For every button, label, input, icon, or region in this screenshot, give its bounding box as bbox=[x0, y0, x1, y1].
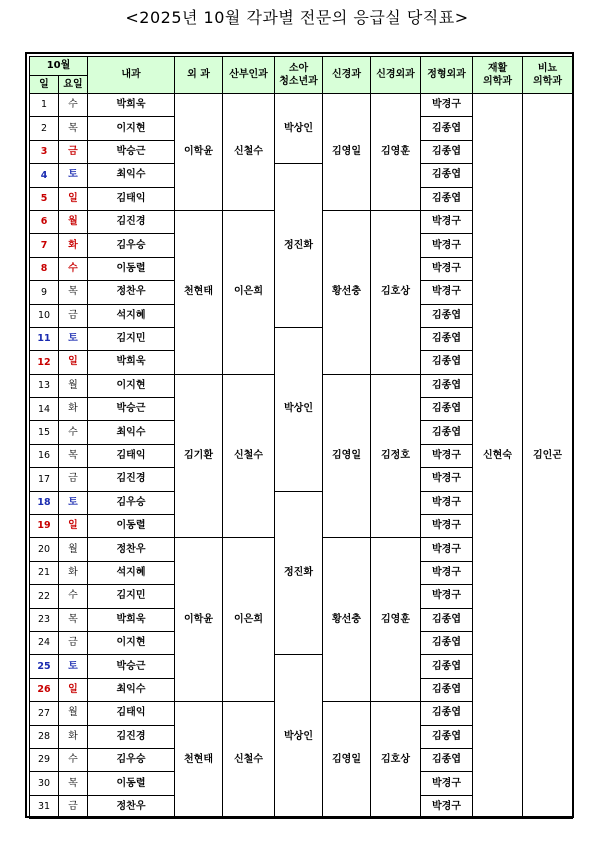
weekday-cell: 수 bbox=[59, 94, 88, 117]
orthopedics-cell: 김종엽 bbox=[421, 304, 473, 327]
weekday-cell: 목 bbox=[59, 444, 88, 467]
weekday-cell: 일 bbox=[59, 351, 88, 374]
weekday-cell: 수 bbox=[59, 748, 88, 771]
internal-medicine-cell: 박승근 bbox=[88, 655, 175, 678]
day-cell: 3 bbox=[30, 140, 59, 163]
orthopedics-cell: 박경구 bbox=[421, 444, 473, 467]
weekday-cell: 수 bbox=[59, 585, 88, 608]
day-cell: 12 bbox=[30, 351, 59, 374]
weekday-cell: 토 bbox=[59, 655, 88, 678]
day-cell: 23 bbox=[30, 608, 59, 631]
internal-medicine-cell: 정찬우 bbox=[88, 538, 175, 561]
weekday-cell: 수 bbox=[59, 257, 88, 280]
header-orthopedics: 정형외과 bbox=[421, 57, 473, 94]
pediatrics-block: 박상인 bbox=[275, 94, 323, 164]
internal-medicine-cell: 김진경 bbox=[88, 468, 175, 491]
weekday-cell: 화 bbox=[59, 561, 88, 584]
internal-medicine-cell: 이지현 bbox=[88, 631, 175, 654]
weekday-cell: 금 bbox=[59, 795, 88, 818]
internal-medicine-cell: 김진경 bbox=[88, 210, 175, 233]
orthopedics-cell: 김종엽 bbox=[421, 631, 473, 654]
weekday-cell: 금 bbox=[59, 631, 88, 654]
weekday-cell: 화 bbox=[59, 398, 88, 421]
internal-medicine-cell: 최익수 bbox=[88, 678, 175, 701]
neurology-block: 황선충 bbox=[323, 210, 371, 374]
day-cell: 7 bbox=[30, 234, 59, 257]
day-cell: 16 bbox=[30, 444, 59, 467]
header-obgyn: 산부인과 bbox=[223, 57, 275, 94]
surgery-block: 김기환 bbox=[175, 374, 223, 538]
header-rehab: 재활 의학과 bbox=[473, 57, 523, 94]
page-title: <2025년 10월 각과별 전문의 응급실 당직표> bbox=[125, 8, 469, 27]
weekday-cell: 수 bbox=[59, 421, 88, 444]
day-cell: 4 bbox=[30, 164, 59, 187]
weekday-cell: 토 bbox=[59, 327, 88, 350]
internal-medicine-cell: 이지현 bbox=[88, 374, 175, 397]
day-cell: 29 bbox=[30, 748, 59, 771]
day-cell: 1 bbox=[30, 94, 59, 117]
orthopedics-cell: 김종엽 bbox=[421, 327, 473, 350]
neurosurgery-block: 김정호 bbox=[371, 374, 421, 538]
internal-medicine-cell: 박희욱 bbox=[88, 94, 175, 117]
weekday-cell: 월 bbox=[59, 374, 88, 397]
weekday-cell: 일 bbox=[59, 187, 88, 210]
pediatrics-block: 박상인 bbox=[275, 327, 323, 491]
day-cell: 15 bbox=[30, 421, 59, 444]
internal-medicine-cell: 김지민 bbox=[88, 327, 175, 350]
neurology-block: 황선충 bbox=[323, 538, 371, 702]
obgyn-block: 신철수 bbox=[223, 374, 275, 538]
orthopedics-cell: 김종엽 bbox=[421, 398, 473, 421]
orthopedics-cell: 김종엽 bbox=[421, 725, 473, 748]
obgyn-block: 이은희 bbox=[223, 210, 275, 374]
header-month: 10월 bbox=[30, 57, 88, 76]
surgery-block: 이학윤 bbox=[175, 94, 223, 211]
internal-medicine-cell: 이동렬 bbox=[88, 515, 175, 538]
day-cell: 2 bbox=[30, 117, 59, 140]
orthopedics-cell: 박경구 bbox=[421, 281, 473, 304]
duty-roster-table bbox=[29, 56, 573, 819]
internal-medicine-cell: 이지현 bbox=[88, 117, 175, 140]
orthopedics-cell: 박경구 bbox=[421, 468, 473, 491]
day-cell: 20 bbox=[30, 538, 59, 561]
orthopedics-cell: 박경구 bbox=[421, 538, 473, 561]
internal-medicine-cell: 김우승 bbox=[88, 748, 175, 771]
orthopedics-cell: 박경구 bbox=[421, 561, 473, 584]
day-cell: 26 bbox=[30, 678, 59, 701]
day-cell: 6 bbox=[30, 210, 59, 233]
weekday-cell: 월 bbox=[59, 210, 88, 233]
weekday-cell: 화 bbox=[59, 234, 88, 257]
orthopedics-cell: 박경구 bbox=[421, 94, 473, 117]
orthopedics-cell: 김종엽 bbox=[421, 164, 473, 187]
day-cell: 21 bbox=[30, 561, 59, 584]
neurosurgery-block: 김호상 bbox=[371, 702, 421, 819]
surgery-block: 천현태 bbox=[175, 210, 223, 374]
weekday-cell: 토 bbox=[59, 491, 88, 514]
internal-medicine-cell: 이동렬 bbox=[88, 772, 175, 795]
orthopedics-cell: 김종엽 bbox=[421, 187, 473, 210]
weekday-cell: 일 bbox=[59, 678, 88, 701]
day-cell: 10 bbox=[30, 304, 59, 327]
internal-medicine-cell: 김태익 bbox=[88, 702, 175, 725]
internal-medicine-cell: 최익수 bbox=[88, 164, 175, 187]
header-weekday: 요일 bbox=[59, 76, 88, 94]
weekday-cell: 금 bbox=[59, 140, 88, 163]
internal-medicine-cell: 김태익 bbox=[88, 444, 175, 467]
neurology-block: 김영일 bbox=[323, 374, 371, 538]
orthopedics-cell: 김종엽 bbox=[421, 608, 473, 631]
internal-medicine-cell: 석지혜 bbox=[88, 561, 175, 584]
orthopedics-cell: 김종엽 bbox=[421, 702, 473, 725]
obgyn-block: 신철수 bbox=[223, 94, 275, 211]
neurosurgery-block: 김영훈 bbox=[371, 94, 421, 211]
internal-medicine-cell: 최익수 bbox=[88, 421, 175, 444]
day-cell: 8 bbox=[30, 257, 59, 280]
weekday-cell: 금 bbox=[59, 468, 88, 491]
weekday-cell: 화 bbox=[59, 725, 88, 748]
orthopedics-cell: 박경구 bbox=[421, 585, 473, 608]
orthopedics-cell: 박경구 bbox=[421, 210, 473, 233]
header-pediatrics: 소아 청소년과 bbox=[275, 57, 323, 94]
internal-medicine-cell: 이동렬 bbox=[88, 257, 175, 280]
surgery-block: 천현태 bbox=[175, 702, 223, 819]
orthopedics-cell: 김종엽 bbox=[421, 748, 473, 771]
header-surgery: 외 과 bbox=[175, 57, 223, 94]
table-row bbox=[30, 94, 573, 117]
urology-block: 김인곤 bbox=[523, 94, 573, 819]
internal-medicine-cell: 김지민 bbox=[88, 585, 175, 608]
header-neurosurgery: 신경외과 bbox=[371, 57, 421, 94]
header-day: 일 bbox=[30, 76, 59, 94]
weekday-cell: 금 bbox=[59, 304, 88, 327]
day-cell: 25 bbox=[30, 655, 59, 678]
weekday-cell: 월 bbox=[59, 702, 88, 725]
neurology-block: 김영일 bbox=[323, 94, 371, 211]
orthopedics-cell: 박경구 bbox=[421, 257, 473, 280]
day-cell: 17 bbox=[30, 468, 59, 491]
weekday-cell: 일 bbox=[59, 515, 88, 538]
day-cell: 27 bbox=[30, 702, 59, 725]
weekday-cell: 목 bbox=[59, 281, 88, 304]
neurosurgery-block: 김호상 bbox=[371, 210, 421, 374]
day-cell: 18 bbox=[30, 491, 59, 514]
header-internal: 내과 bbox=[88, 57, 175, 94]
weekday-cell: 월 bbox=[59, 538, 88, 561]
day-cell: 19 bbox=[30, 515, 59, 538]
internal-medicine-cell: 김우승 bbox=[88, 491, 175, 514]
orthopedics-cell: 박경구 bbox=[421, 772, 473, 795]
day-cell: 30 bbox=[30, 772, 59, 795]
day-cell: 28 bbox=[30, 725, 59, 748]
pediatrics-block: 정진화 bbox=[275, 491, 323, 655]
internal-medicine-cell: 김우승 bbox=[88, 234, 175, 257]
day-cell: 5 bbox=[30, 187, 59, 210]
obgyn-block: 이은희 bbox=[223, 538, 275, 702]
header-neurology: 신경과 bbox=[323, 57, 371, 94]
internal-medicine-cell: 김진경 bbox=[88, 725, 175, 748]
pediatrics-block: 정진화 bbox=[275, 164, 323, 328]
neurology-block: 김영일 bbox=[323, 702, 371, 819]
day-cell: 31 bbox=[30, 795, 59, 818]
day-cell: 11 bbox=[30, 327, 59, 350]
orthopedics-cell: 김종엽 bbox=[421, 374, 473, 397]
day-cell: 13 bbox=[30, 374, 59, 397]
obgyn-block: 신철수 bbox=[223, 702, 275, 819]
weekday-cell: 목 bbox=[59, 772, 88, 795]
internal-medicine-cell: 석지혜 bbox=[88, 304, 175, 327]
internal-medicine-cell: 박승근 bbox=[88, 398, 175, 421]
orthopedics-cell: 김종엽 bbox=[421, 140, 473, 163]
weekday-cell: 목 bbox=[59, 608, 88, 631]
weekday-cell: 목 bbox=[59, 117, 88, 140]
orthopedics-cell: 김종엽 bbox=[421, 421, 473, 444]
day-cell: 24 bbox=[30, 631, 59, 654]
day-cell: 22 bbox=[30, 585, 59, 608]
weekday-cell: 토 bbox=[59, 164, 88, 187]
duty-table-frame bbox=[25, 52, 574, 818]
rehab-block: 신현숙 bbox=[473, 94, 523, 819]
orthopedics-cell: 박경구 bbox=[421, 795, 473, 818]
day-cell: 14 bbox=[30, 398, 59, 421]
internal-medicine-cell: 김태익 bbox=[88, 187, 175, 210]
internal-medicine-cell: 박승근 bbox=[88, 140, 175, 163]
orthopedics-cell: 김종엽 bbox=[421, 655, 473, 678]
orthopedics-cell: 김종엽 bbox=[421, 678, 473, 701]
internal-medicine-cell: 정찬우 bbox=[88, 795, 175, 818]
orthopedics-cell: 박경구 bbox=[421, 515, 473, 538]
orthopedics-cell: 김종엽 bbox=[421, 117, 473, 140]
pediatrics-block: 박상인 bbox=[275, 655, 323, 819]
header-urology: 비뇨 의학과 bbox=[523, 57, 573, 94]
internal-medicine-cell: 정찬우 bbox=[88, 281, 175, 304]
day-cell: 9 bbox=[30, 281, 59, 304]
surgery-block: 이학윤 bbox=[175, 538, 223, 702]
orthopedics-cell: 박경구 bbox=[421, 491, 473, 514]
internal-medicine-cell: 박희욱 bbox=[88, 351, 175, 374]
internal-medicine-cell: 박희욱 bbox=[88, 608, 175, 631]
neurosurgery-block: 김영훈 bbox=[371, 538, 421, 702]
orthopedics-cell: 박경구 bbox=[421, 234, 473, 257]
orthopedics-cell: 김종엽 bbox=[421, 351, 473, 374]
